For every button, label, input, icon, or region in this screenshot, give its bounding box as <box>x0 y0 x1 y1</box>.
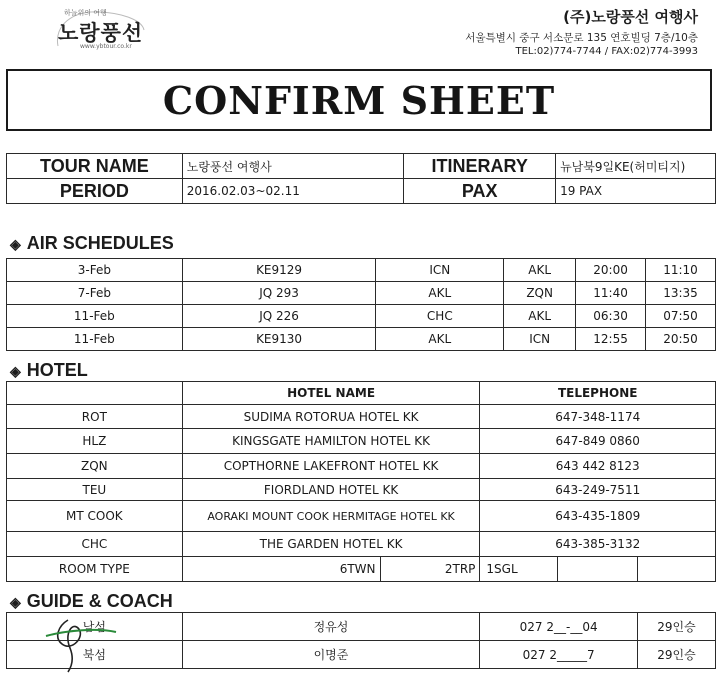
hotel-city-code: ROT <box>7 405 183 429</box>
flight-departure: 12:55 <box>576 328 646 351</box>
hotel-phone-header: TELEPHONE <box>480 382 716 405</box>
hotel-code-header <box>7 382 183 405</box>
company-phone: TEL:02)774-7744 / FAX:02)774-3993 <box>515 46 698 57</box>
tour-info-table <box>6 153 716 204</box>
hotel-phone: 643-385-3132 <box>480 532 716 557</box>
room-sgl: 1SGL <box>480 557 558 582</box>
hotel-phone: 643 442 8123 <box>480 454 716 479</box>
table-row <box>7 328 716 351</box>
table-header-row <box>7 382 716 405</box>
guide-region: 남섬 <box>7 613 183 641</box>
guide-phone: 027 2__-__04 <box>480 613 638 641</box>
hotel-title: HOTEL <box>26 360 88 380</box>
logo-name: 노랑풍선 <box>58 21 144 45</box>
diamond-bullet-icon: ◈ <box>10 236 21 252</box>
room-type-label: ROOM TYPE <box>7 557 183 582</box>
hotel-city-code: HLZ <box>7 429 183 454</box>
flight-from: AKL <box>376 282 504 305</box>
flight-departure: 20:00 <box>576 259 646 282</box>
page-title: CONFIRM SHEET <box>162 77 556 123</box>
flight-date: 11-Feb <box>7 328 183 351</box>
hotel-table <box>6 381 716 582</box>
room-twn: 6TWN <box>182 557 380 582</box>
flight-arrival: 07:50 <box>646 305 716 328</box>
tour-name-value: 노랑풍선 여행사 <box>182 154 404 179</box>
hotel-name: AORAKI MOUNT COOK HERMITAGE HOTEL KK <box>182 501 480 532</box>
room-empty-1 <box>558 557 638 582</box>
company-address: 서울특별시 중구 서소문로 135 연호빌딩 7층/10층 <box>465 32 698 44</box>
hotel-city-code: ZQN <box>7 454 183 479</box>
room-trp: 2TRP <box>380 557 480 582</box>
room-empty-2 <box>638 557 716 582</box>
hotel-heading <box>10 360 88 381</box>
guide-coach-heading <box>10 591 173 612</box>
hotel-name: SUDIMA ROTORUA HOTEL KK <box>182 405 480 429</box>
hotel-name-header: HOTEL NAME <box>182 382 480 405</box>
table-row <box>7 501 716 532</box>
flight-number: KE9130 <box>182 328 376 351</box>
flight-number: KE9129 <box>182 259 376 282</box>
hotel-name: FIORDLAND HOTEL KK <box>182 479 480 501</box>
guide-name: 이명준 <box>182 641 480 669</box>
coach-size: 29인승 <box>638 613 716 641</box>
flight-to: ZQN <box>504 282 576 305</box>
table-row <box>7 282 716 305</box>
pax-value: 19 PAX <box>556 179 716 204</box>
table-row <box>7 405 716 429</box>
guide-name: 정유성 <box>182 613 480 641</box>
flight-arrival: 13:35 <box>646 282 716 305</box>
hotel-phone: 643-249-7511 <box>480 479 716 501</box>
flight-from: AKL <box>376 328 504 351</box>
flight-date: 11-Feb <box>7 305 183 328</box>
flight-number: JQ 293 <box>182 282 376 305</box>
hotel-phone: 647-849 0860 <box>480 429 716 454</box>
flight-number: JQ 226 <box>182 305 376 328</box>
diamond-bullet-icon: ◈ <box>10 594 21 610</box>
air-schedules-title: AIR SCHEDULES <box>26 233 174 253</box>
hotel-phone: 647-348-1174 <box>480 405 716 429</box>
itinerary-value: 뉴남북9일KE(허미티지) <box>556 154 716 179</box>
flight-to: ICN <box>504 328 576 351</box>
logo-tagline: 하늘위의 여행 <box>64 9 107 17</box>
guide-coach-title: GUIDE & COACH <box>26 591 173 611</box>
room-type-row <box>7 557 716 582</box>
period-label: PERIOD <box>7 179 183 204</box>
tour-name-label: TOUR NAME <box>7 154 183 179</box>
flight-from: CHC <box>376 305 504 328</box>
flight-date: 3-Feb <box>7 259 183 282</box>
flight-arrival: 20:50 <box>646 328 716 351</box>
company-name: (주)노랑풍선 여행사 <box>563 8 698 26</box>
table-row <box>7 454 716 479</box>
pax-label: PAX <box>404 179 556 204</box>
hotel-name: COPTHORNE LAKEFRONT HOTEL KK <box>182 454 480 479</box>
hotel-city-code: TEU <box>7 479 183 501</box>
itinerary-label: ITINERARY <box>404 154 556 179</box>
signature-scribble-icon <box>28 614 128 674</box>
coach-size: 29인승 <box>638 641 716 669</box>
flight-departure: 11:40 <box>576 282 646 305</box>
hotel-city-code: CHC <box>7 532 183 557</box>
table-row <box>7 532 716 557</box>
hotel-name: THE GARDEN HOTEL KK <box>182 532 480 557</box>
hotel-name: KINGSGATE HAMILTON HOTEL KK <box>182 429 480 454</box>
table-row <box>7 429 716 454</box>
flight-departure: 06:30 <box>576 305 646 328</box>
table-row <box>7 305 716 328</box>
guide-phone: 027 2_____7 <box>480 641 638 669</box>
flight-to: AKL <box>504 259 576 282</box>
flight-to: AKL <box>504 305 576 328</box>
table-row <box>7 479 716 501</box>
air-schedules-table <box>6 258 716 351</box>
table-row <box>7 259 716 282</box>
diamond-bullet-icon: ◈ <box>10 363 21 379</box>
guide-region: 북섬 <box>7 641 183 669</box>
period-value: 2016.02.03~02.11 <box>182 179 404 204</box>
flight-arrival: 11:10 <box>646 259 716 282</box>
flight-from: ICN <box>376 259 504 282</box>
air-schedules-heading <box>10 233 174 254</box>
logo-url: www.ybtour.co.kr <box>80 43 132 50</box>
hotel-city-code: MT COOK <box>7 501 183 532</box>
title-box <box>6 69 712 131</box>
flight-date: 7-Feb <box>7 282 183 305</box>
hotel-phone: 643-435-1809 <box>480 501 716 532</box>
